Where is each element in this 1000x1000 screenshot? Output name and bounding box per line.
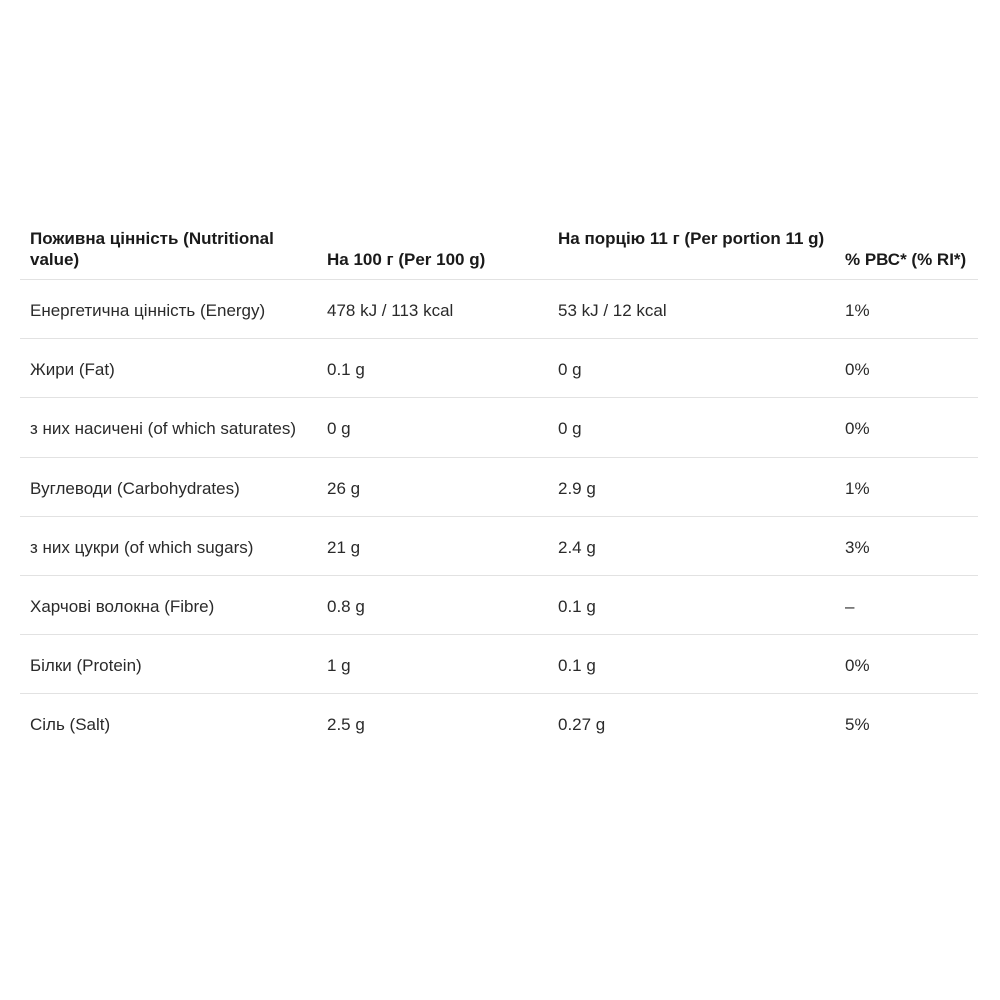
cell-nutrient: з них цукри (of which sugars) <box>20 517 317 576</box>
cell-ri-percent: – <box>835 576 978 635</box>
cell-ri-percent: 0% <box>835 339 978 398</box>
cell-per-100g: 478 kJ / 113 kcal <box>317 280 548 339</box>
table-row <box>20 280 978 339</box>
nutrition-table <box>20 222 978 752</box>
header-nutritional-value: Поживна цінність (Nutritional value) <box>20 222 317 280</box>
cell-nutrient: Сіль (Salt) <box>30 715 111 734</box>
table-row <box>20 635 978 694</box>
cell-per-100g: 0.1 g <box>317 339 548 398</box>
header-per-portion: На порцію 11 г (Per portion 11 g) <box>548 222 835 280</box>
cell-ri-percent: 3% <box>835 517 978 576</box>
cell-ri-percent: 1% <box>835 458 978 517</box>
table-row <box>20 398 978 458</box>
cell-per-portion: 0.1 g <box>548 576 835 635</box>
cell-ri-percent: 1% <box>835 280 978 339</box>
cell-per-100g: 26 g <box>317 458 548 517</box>
cell-per-portion: 2.4 g <box>548 517 835 576</box>
table-row <box>20 576 978 635</box>
cell-per-100g: 21 g <box>317 517 548 576</box>
cell-nutrient: Харчові волокна (Fibre) <box>20 576 317 635</box>
cell-ri-percent: 5% <box>845 715 870 734</box>
cell-per-portion: 2.9 g <box>548 458 835 517</box>
cell-per-portion: 0.27 g <box>558 715 606 734</box>
nutrition-table-container <box>20 222 978 752</box>
cell-per-portion: 0 g <box>548 398 835 458</box>
table-row <box>20 458 978 517</box>
cell-nutrient: Жири (Fat) <box>20 339 317 398</box>
cell-ri-percent: 0% <box>835 635 978 694</box>
cell-ri-percent: 0% <box>835 398 978 458</box>
cell-nutrient: Білки (Protein) <box>20 635 317 694</box>
cell-per-portion: 53 kJ / 12 kcal <box>548 280 835 339</box>
table-row <box>20 694 978 753</box>
table-body <box>20 280 978 753</box>
cell-per-100g: 1 g <box>317 635 548 694</box>
cell-nutrient: Вуглеводи (Carbohydrates) <box>20 458 317 517</box>
cell-per-portion: 0.1 g <box>548 635 835 694</box>
table-row <box>20 517 978 576</box>
header-ri-percent: % РВС* (% RI*) <box>835 222 978 280</box>
cell-per-portion: 0 g <box>548 339 835 398</box>
header-row <box>20 222 978 280</box>
cell-nutrient: з них насичені (of which saturates) <box>20 398 317 458</box>
cell-per-100g: 2.5 g <box>327 715 365 734</box>
table-header <box>20 222 978 280</box>
cell-per-100g: 0.8 g <box>317 576 548 635</box>
table-row <box>20 339 978 398</box>
cell-nutrient: Енергетична цінність (Energy) <box>20 280 317 339</box>
cell-per-100g: 0 g <box>317 398 548 458</box>
header-per-100g: На 100 г (Per 100 g) <box>317 222 548 280</box>
